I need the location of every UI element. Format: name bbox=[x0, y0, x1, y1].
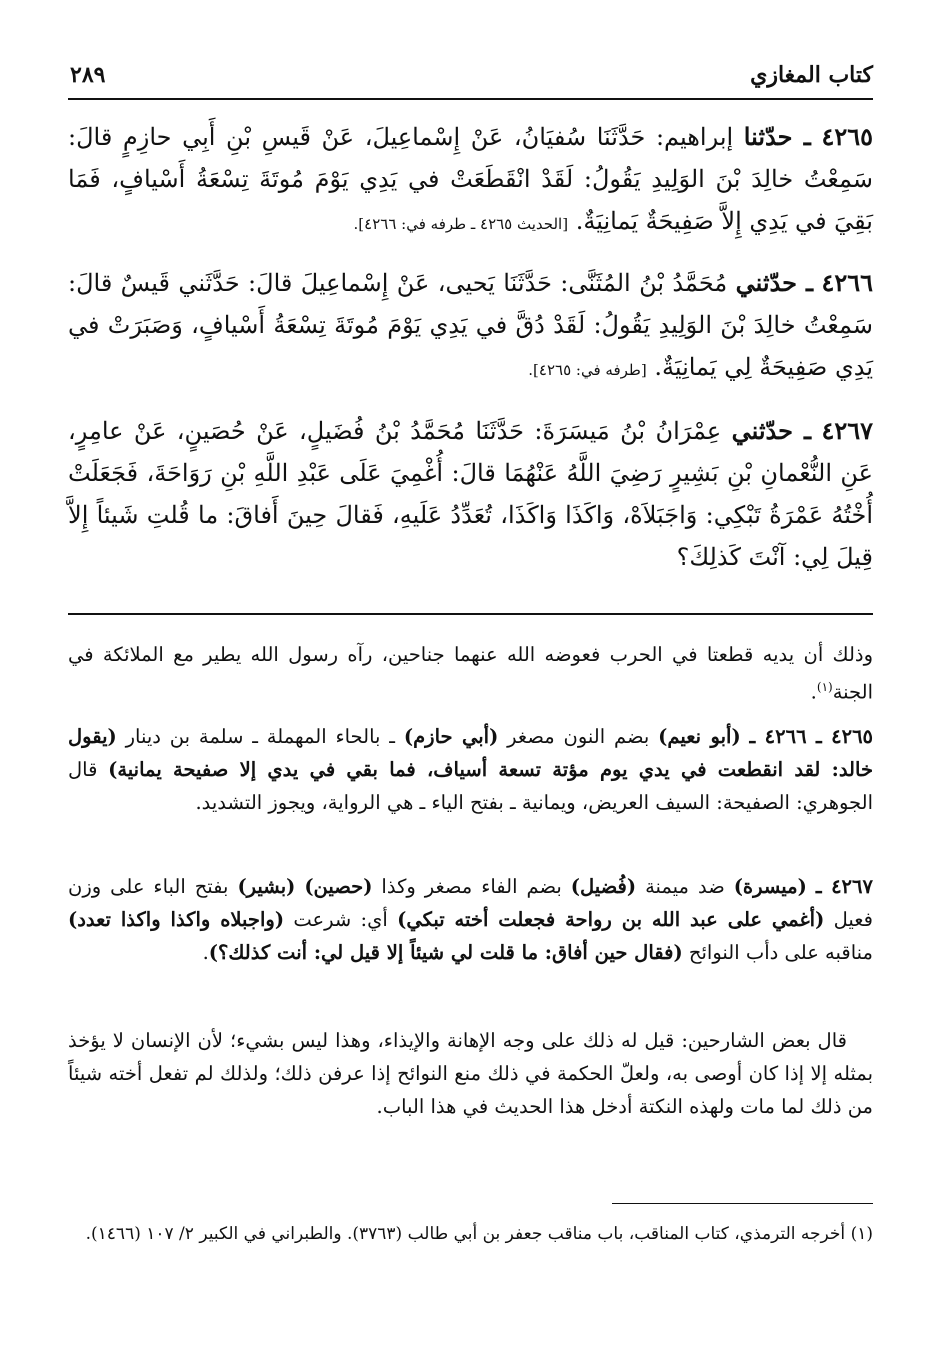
hadith-4265: ٤٢٦٥ ـ حدّثنا إبراهيم: حَدَّثَنَا سُفيَانُ، عَنْ إِسْماعِيلَ، عَنْ قَيسِ بْنِ أَبِي حازِمٍ قالَ: سَمِعْتُ خالِدَ بْنَ الوَلِيدِ يَقُولُ: لَقَدْ انْقَطَعَتْ في يَدِي يَوْمَ مُوتَةَ تِسْعَةُ أَسْيافٍ، فَمَا بَقِيَ في يَدِي إِلاَّ صَفِيحَةٌ يَمانِيَةٌ. [الحديث ٤٢٦٥ ـ طرفه في: ٤٢٦٦]. bbox=[68, 122, 873, 235]
page-header bbox=[68, 58, 873, 100]
commentary-term: (أبي حازم) bbox=[403, 725, 499, 748]
commentary-term: (يقول خالد: لقد انقطعت في يدي يوم مؤتة تسعة أسياف، فما بقي في يدي إلا صفيحة يمانية) bbox=[68, 725, 873, 781]
commentary-4267: ٤٢٦٧ ـ (ميسرة) ضد ميمنة (فُضيل) بضم الفاء مصغر وكذا (حصين) (بشير) بفتح الباء على وزن فعيل (أغمي على عبد الله بن رواحة فجعلت أخته تبكي) أي: شرعت (واجبلاه واكذا واكذا تعدد) مناقبه على دأب النوائح (فقال حين أفاق: ما قلت لي شيئاً إلا قيل لي: أنت كذلك؟). bbox=[68, 875, 873, 964]
narration-label: حدّثني bbox=[735, 268, 797, 297]
commentary-number: ٤٢٦٧ ـ bbox=[815, 875, 873, 898]
hadith-reference: [طرفه في: ٤٢٦٥]. bbox=[528, 361, 647, 379]
commentary-text: قال بعض الشارحين: قيل له ذلك على وجه الإهانة والإيذاء، وهذا ليس بشيء؛ لأن الإنسان لا يؤخذ بمثله إلا إذا كان أوصى به، ولعلّ الحكمة في ذلك منع النوائح إذا عرفن ذلك؛ ولذلك لم تفعل أخته شيئاً من ذلك لما مات ولهذه النكتة أدخل هذا الحديث في هذا الباب. bbox=[68, 1029, 873, 1118]
commentary-4265-4266 bbox=[68, 720, 873, 819]
commentary-number: ٤٢٦٥ ـ ٤٢٦٦ ـ bbox=[749, 725, 874, 748]
commentary-term: (حصين) bbox=[304, 875, 373, 898]
commentary-term: (واجبلاه واكذا واكذا تعدد) bbox=[68, 908, 285, 931]
commentary-term: (ميسرة) bbox=[733, 875, 807, 898]
commentary-term: (أغمي على عبد الله بن رواحة فجعلت أخته تبكي) bbox=[397, 908, 825, 931]
footnote-separator bbox=[612, 1203, 873, 1204]
footnote bbox=[68, 1218, 873, 1251]
commentary-text: أي: شرعت bbox=[293, 908, 388, 931]
commentary-text: ـ بالحاء المهملة ـ سلمة بن دينار bbox=[125, 725, 396, 748]
commentary-term: (بشير) bbox=[237, 875, 296, 898]
commentary-text: ضد ميمنة bbox=[645, 875, 725, 898]
commentary-text: قال الجوهري: الصفيحة: السيف العريض، ويمانية ـ بفتح الياء ـ هي الرواية، ويجوز التشديد. bbox=[68, 758, 873, 814]
hadith-text: عِمْرَانُ بْنُ مَيسَرَةَ: حَدَّثَنَا مُحَمَّدُ بْنُ فُضَيلٍ، عَنْ حُصَينٍ، عَنْ عامِرٍ، عَنِ النُّعْمانِ بْنِ بَشِيرٍ رَضِيَ اللَّهُ عَنْهُمَا قالَ: أُغْمِيَ عَلَى عَبْدِ اللَّهِ بْنِ رَوَاحَةَ، فَجَعَلَتْ أُخْتُهُ عَمْرَةُ تَبْكِي: وَاجَبَلاَهْ، وَاكَذَا وَاكَذَا، تُعَدِّدُ عَلَيهِ، فَقالَ حِينَ أَفاقَ: ما قُلتِ شَيئاً إِلاَّ قِيلَ لِي: آنْتَ كَذلِكَ؟ bbox=[68, 417, 873, 571]
hadith-text: مُحَمَّدُ بْنُ المُثَنَّى: حَدَّثَنَا يَحيى، عَنْ إِسْماعِيلَ قالَ: حَدَّثَني قَيسٌ قالَ: سَمِعْتُ خالِدَ بْنَ الوَلِيدِ يَقُولُ: لَقَدْ دُقَّ في يَدِي يَوْمَ مُوتَةَ تِسْعَةُ أَسْيافٍ، وَصَبَرَتْ في يَدِي صَفِيحَةٌ لِي يَمانِيَةٌ. bbox=[68, 269, 873, 381]
narration-label: حدّثني bbox=[731, 416, 793, 445]
commentary-text: مناقبه على دأب النوائح bbox=[688, 941, 873, 964]
footnote-marker: (١) bbox=[850, 1224, 873, 1244]
narration-label: حدّثنا bbox=[743, 122, 793, 151]
commentary-text: بفتح الباء على وزن فعيل bbox=[68, 875, 873, 931]
page-number: ٢٨٩ bbox=[70, 62, 106, 88]
text-separator bbox=[68, 613, 873, 615]
hadith-text: إبراهيم: حَدَّثَنَا سُفيَانُ، عَنْ إِسْماعِيلَ، عَنْ قَيسِ بْنِ أَبِي حازِمٍ قالَ: سَمِعْتُ خالِدَ بْنَ الوَلِيدِ يَقُولُ: لَقَدْ انْقَطَعَتْ في يَدِي يَوْمَ مُوتَةَ تِسْعَةُ أَسْيافٍ، فَمَا بَقِيَ في يَدِي إِلاَّ صَفِيحَةٌ يَمانِيَةٌ. bbox=[68, 123, 873, 235]
commentary-term: (فُضيل) bbox=[570, 875, 637, 898]
hadith-number: ٤٢٦٥ bbox=[821, 122, 873, 151]
commentary-text: بضم النون مصغر bbox=[507, 725, 650, 748]
hadith-4266: ٤٢٦٦ ـ حدّثني مُحَمَّدُ بْنُ المُثَنَّى: حَدَّثَنَا يَحيى، عَنْ إِسْماعِيلَ قالَ: حَدَّثَني قَيسٌ قالَ: سَمِعْتُ خالِدَ بْنَ الوَلِيدِ يَقُولُ: لَقَدْ دُقَّ في يَدِي يَوْمَ مُوتَةَ تِسْعَةُ أَسْيافٍ، وَصَبَرَتْ في يَدِي صَفِيحَةٌ لِي يَمانِيَةٌ. [طرفه في: ٤٢٦٥]. bbox=[68, 268, 874, 381]
hadith-4267: ٤٢٦٧ ـ حدّثني عِمْرَانُ بْنُ مَيسَرَةَ: حَدَّثَنَا مُحَمَّدُ بْنُ فُضَيلٍ، عَنْ حُصَينٍ، عَنْ عامِرٍ، عَنِ النُّعْمانِ بْنِ بَشِيرٍ رَضِيَ اللَّهُ عَنْهُمَا قالَ: أُغْمِيَ عَلَى عَبْدِ اللَّهِ بْنِ رَوَاحَةَ، فَجَعَلَتْ أُخْتُهُ عَمْرَةُ تَبْكِي: وَاجَبَلاَهْ، وَاكَذَا وَاكَذَا، تُعَدِّدُ عَلَيهِ، فَقالَ حِينَ أَفاقَ: ما قُلتِ شَيئاً إِلاَّ قِيلَ لِي: آنْتَ كَذلِكَ؟ bbox=[68, 416, 873, 571]
hadith-number: ٤٢٦٧ bbox=[821, 416, 873, 445]
commentary-term: (أبو نعيم) bbox=[658, 725, 741, 748]
hadith-reference: [الحديث ٤٢٦٥ ـ طرفه في: ٤٢٦٦]. bbox=[353, 215, 569, 233]
footnote-ref: (١) bbox=[816, 680, 833, 694]
commentary-intro: وذلك أن يديه قطعتا في الحرب فعوضه الله عنهما جناحين، رآه رسول الله يطير مع الملائكة في الجنة$^{(١)}$. bbox=[68, 643, 873, 704]
book-title: كتاب المغازي bbox=[750, 62, 873, 88]
commentary-text: بضم الفاء مصغر وكذا bbox=[381, 875, 562, 898]
commentary-term: (فقال حين أفاق: ما قلت لي شيئاً إلا قيل لي: أنت كذلك؟) bbox=[208, 941, 683, 964]
hadith-number: ٤٢٦٦ bbox=[821, 268, 874, 297]
commentary-text: وذلك أن يديه قطعتا في الحرب فعوضه الله عنهما جناحين، رآه رسول الله يطير مع الملائكة في الجنة bbox=[68, 643, 873, 704]
footnote-text: أخرجه الترمذي، كتاب المناقب، باب مناقب جعفر بن أبي طالب (٣٧٦٣). والطبراني في الكبير ٢/ ١٠٧ (١٤٦٦). bbox=[85, 1224, 846, 1244]
commentary-note bbox=[68, 1024, 873, 1123]
